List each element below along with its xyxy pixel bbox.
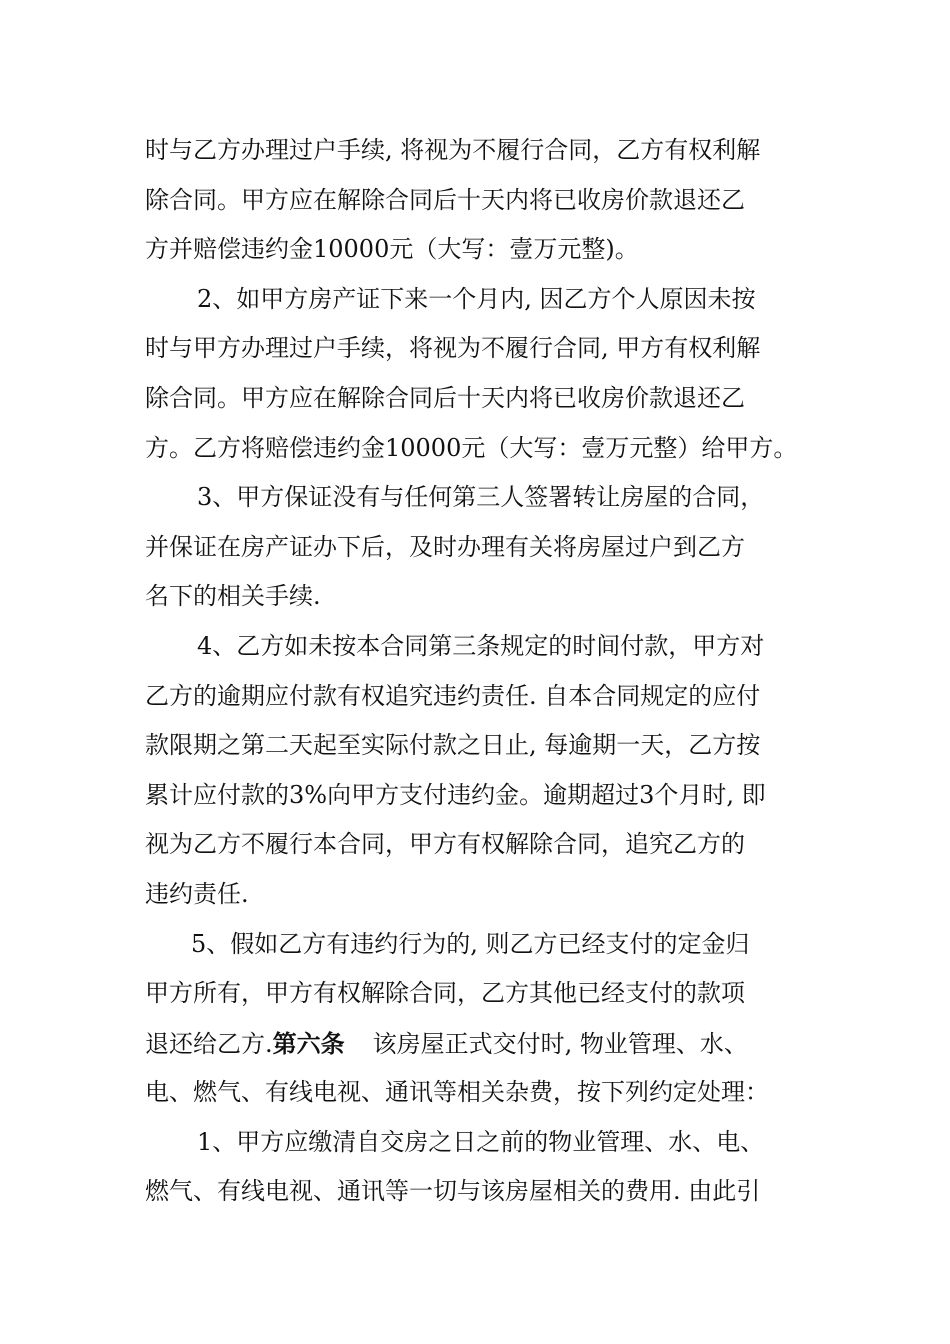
text-line: 累计应付款的3%向甲方支付违约金。逾期超过3个月时, 即 bbox=[145, 780, 766, 809]
text-segment: 退还给乙方. bbox=[145, 1029, 273, 1058]
text-line: 除合同。甲方应在解除合同后十天内将已收房价款退还乙 bbox=[145, 383, 745, 412]
text-line: 违约责任. bbox=[145, 879, 249, 908]
text-line: 除合同。甲方应在解除合同后十天内将已收房价款退还乙 bbox=[145, 185, 745, 214]
text-line: 款限期之第二天起至实际付款之日止, 每逾期一天，乙方按 bbox=[145, 731, 761, 760]
text-line: 乙方的逾期应付款有权追究违约责任. 自本合同规定的应付 bbox=[145, 681, 761, 710]
text-line: 方并赔偿违约金10000元（大写：壹万元整)。 bbox=[145, 235, 639, 264]
text-line: 视为乙方不履行本合同，甲方有权解除合同，追究乙方的 bbox=[145, 830, 745, 859]
text-line bbox=[145, 1019, 825, 1069]
text-line: 名下的相关手续. bbox=[145, 582, 321, 611]
text-line: 甲方所有，甲方有权解除合同，乙方其他已经支付的款项 bbox=[145, 979, 745, 1008]
text-line: 并保证在房产证办下后，及时办理有关将房屋过户到乙方 bbox=[145, 532, 745, 561]
text-line: 燃气、有线电视、通讯等一切与该房屋相关的费用. 由此引 bbox=[145, 1177, 761, 1206]
text-line: 时与乙方办理过户手续, 将视为不履行合同，乙方有权利解 bbox=[145, 136, 761, 164]
clause-3-start: 3、甲方保证没有与任何第三人签署转让房屋的合同， bbox=[197, 483, 765, 512]
clause-5-start: 5、假如乙方有违约行为的, 则乙方已经支付的定金归 bbox=[191, 929, 750, 958]
text-line: 电、燃气、有线电视、通讯等相关杂费，按下列约定处理： bbox=[145, 1078, 769, 1107]
clause-2-start: 2、如甲方房产证下来一个月内, 因乙方个人原因未按 bbox=[197, 284, 756, 313]
contract-body bbox=[145, 126, 825, 1217]
text-line: 方。乙方将赔偿违约金10000元（大写：壹万元整）给甲方。 bbox=[145, 433, 798, 462]
text-segment: 该房屋正式交付时, 物业管理、水、 bbox=[372, 1029, 748, 1058]
text-line: 时与甲方办理过户手续，将视为不履行合同, 甲方有权利解 bbox=[145, 334, 761, 363]
clause-4-start: 4、乙方如未按本合同第三条规定的时间付款，甲方对 bbox=[197, 631, 765, 660]
article-6-clause-1-start: 1、甲方应缴清自交房之日之前的物业管理、水、电、 bbox=[197, 1127, 765, 1156]
article-6-heading: 第六条 bbox=[272, 1028, 345, 1058]
